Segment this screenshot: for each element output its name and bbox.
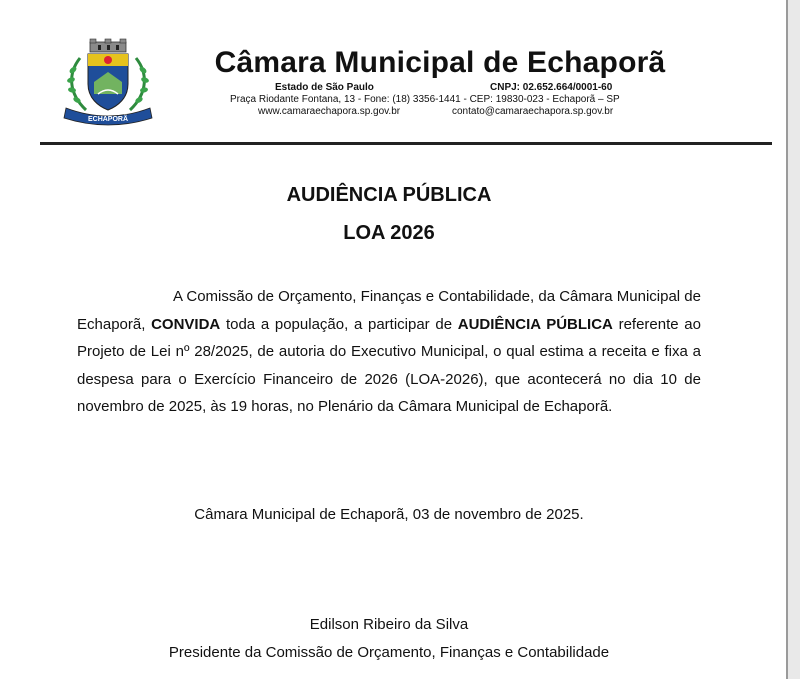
- paragraph-bold-audiencia: AUDIÊNCIA PÚBLICA: [457, 315, 613, 333]
- email-link[interactable]: contato@camaraechapora.sp.gov.br: [452, 106, 614, 117]
- viewer-background: [788, 0, 800, 679]
- paragraph-text-1: A Comissão de Orçamento, Finanças e Contabilidade, da Câmara Municipal de Echaporã,: [77, 288, 701, 333]
- place-date: Câmara Municipal de Echaporã, 03 de novembro de 2025.: [194, 506, 584, 523]
- website-link[interactable]: www.camaraechapora.sp.gov.br: [258, 106, 401, 117]
- header-divider: [40, 142, 772, 145]
- institution-title: Câmara Municipal de Echaporã: [214, 46, 666, 79]
- notice-paragraph: [77, 283, 701, 421]
- signatory-role: Presidente da Comissão de Orçamento, Finanças e Contabilidade: [168, 644, 610, 661]
- signatory-name: Edilson Ribeiro da Silva: [309, 616, 469, 633]
- paragraph-text-2: toda a população, a participar de: [220, 315, 458, 333]
- address-line: Praça Riodante Fontana, 13 - Fone: (18) 3356-1441 - CEP: 19830-023 - Echaporã – SP: [230, 94, 620, 105]
- page-edge: [786, 0, 788, 679]
- crest-ribbon-text: ECHAPORÃ: [87, 116, 129, 123]
- state-label: Estado de São Paulo: [275, 82, 374, 93]
- document-subheading: LOA 2026: [343, 222, 435, 244]
- municipal-crest-icon: [58, 38, 158, 128]
- cnpj-label: CNPJ: 02.652.664/0001-60: [490, 82, 613, 93]
- paragraph-bold-convida: CONVIDA: [151, 315, 221, 333]
- document-heading: AUDIÊNCIA PÚBLICA: [286, 184, 492, 206]
- paragraph-text-3: referente ao Projeto de Lei nº 28/2025, de autoria do Executivo Municipal, o qual estima a receita e fixa a despesa para o Exercício Financeiro de 2026 (LOA-2026), que acontecerá no dia 10 de novembro de 2025, às 19 horas, no Plenário da Câmara Municipal de Echaporã.: [77, 315, 701, 415]
